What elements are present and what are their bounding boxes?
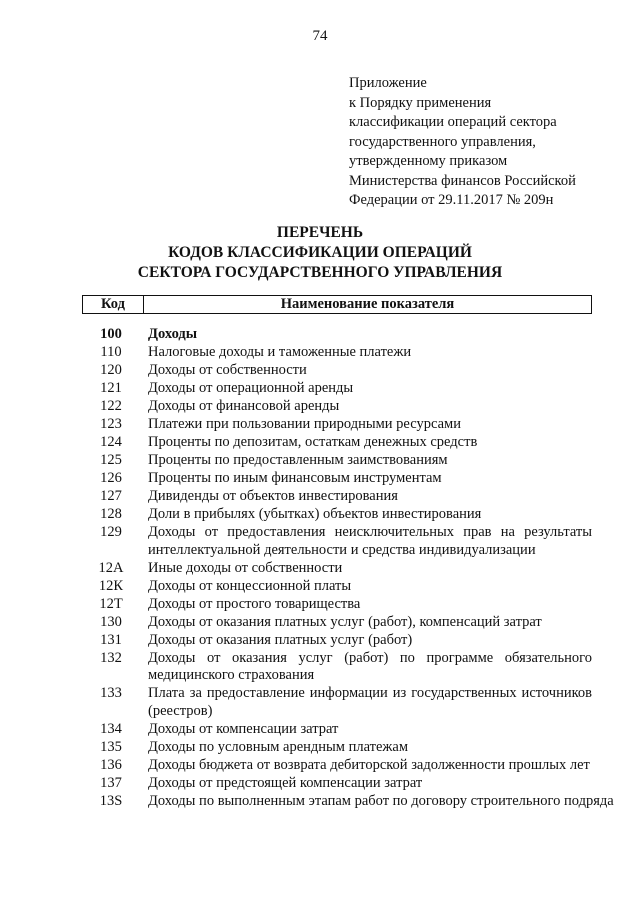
row-code: 131 [100, 631, 122, 648]
row-code: 136 [100, 756, 122, 773]
table-header [82, 295, 592, 314]
table-row [82, 506, 592, 524]
table-row [82, 757, 592, 775]
row-name: Доходы бюджета от возврата дебиторской задолженности прошлых лет [148, 756, 590, 773]
table-row [82, 488, 592, 506]
row-code: 132 [100, 649, 122, 666]
row-name: Доходы от операционной аренды [148, 380, 354, 396]
row-name: Проценты по депозитам, остаткам денежных средств [148, 434, 478, 450]
row-code: 134 [100, 720, 122, 737]
row-name: Платежи при пользовании природными ресурсами [148, 416, 461, 432]
row-name: Доходы от оказания платных услуг (работ), компенсаций затрат [148, 613, 542, 630]
table-row [82, 578, 592, 596]
table-row [82, 560, 592, 578]
table-row [82, 326, 592, 344]
table-row [82, 685, 592, 720]
appendix-line: Федерации от 29.11.2017 № 209н [349, 192, 554, 208]
row-name: Налоговые доходы и таможенные платежи [148, 344, 412, 360]
title-line: СЕКТОРА ГОСУДАРСТВЕННОГО УПРАВЛЕНИЯ [137, 264, 503, 281]
row-name: Доли в прибылях (убытках) объектов инвестирования [148, 506, 482, 522]
row-code: 122 [100, 398, 122, 414]
row-name: Доходы от собственности [148, 362, 307, 378]
table-row [82, 650, 592, 685]
appendix-note [349, 74, 576, 211]
page-number: 74 [312, 28, 328, 44]
header-name: Наименование показателя [280, 296, 455, 312]
row-name: Проценты по иным финансовым инструментам [148, 470, 442, 486]
row-code: 12А [98, 559, 124, 576]
table-row [82, 775, 592, 793]
table-row [82, 596, 592, 614]
row-name: Доходы от оказания услуг (работ) по программе обязательного медицинского страхования [148, 649, 592, 683]
row-code: 137 [100, 774, 122, 791]
table-row [82, 632, 592, 650]
row-name: Дивиденды от объектов инвестирования [148, 488, 398, 504]
title-line: ПЕРЕЧЕНЬ [276, 224, 364, 241]
row-name: Проценты по предоставленным заимствованиям [148, 452, 448, 468]
appendix-line: к Порядку применения [349, 94, 492, 111]
table-row [82, 434, 592, 452]
table-row [82, 524, 592, 559]
table-row [82, 452, 592, 470]
row-code: 129 [100, 524, 122, 540]
row-code: 130 [100, 613, 122, 630]
row-name: Доходы от концессионной платы [148, 577, 352, 594]
row-name: Иные доходы от собственности [148, 559, 343, 576]
row-name: Доходы по условным арендным платежам [148, 738, 409, 755]
row-name: Доходы от предстоящей компенсации затрат [148, 774, 423, 791]
row-code: 110 [100, 344, 122, 360]
title-line: КОДОВ КЛАССИФИКАЦИИ ОПЕРАЦИЙ [168, 244, 472, 261]
row-code: 125 [100, 452, 122, 468]
row-name: Доходы [148, 326, 198, 342]
appendix-line: государственного управления, [349, 133, 536, 150]
appendix-line: Приложение [349, 75, 427, 91]
row-name: Плата за предоставление информации из государственных источников (реестров) [148, 685, 592, 719]
header-code: Код [83, 296, 144, 313]
row-code: 13S [99, 792, 123, 809]
table-row [82, 416, 592, 434]
appendix-line: утвержденному приказом [349, 153, 508, 169]
row-name: Доходы от оказания платных услуг (работ) [148, 631, 413, 648]
row-code: 12Т [99, 595, 123, 612]
row-code: 127 [100, 488, 122, 504]
row-code: 123 [100, 416, 122, 432]
row-code: 135 [100, 738, 122, 755]
row-name: Доходы от финансовой аренды [148, 398, 340, 414]
appendix-line: классификации операций сектора [349, 114, 557, 130]
row-code: 124 [100, 434, 122, 450]
table-row [82, 398, 592, 416]
row-code: 128 [100, 506, 122, 522]
table-row [82, 380, 592, 398]
document-title [0, 223, 640, 283]
table-row [82, 470, 592, 488]
row-name: Доходы по выполненным этапам работ по договору строительного подряда [148, 792, 614, 809]
row-code: 133 [100, 685, 122, 701]
row-code: 126 [100, 470, 122, 486]
row-name: Доходы от компенсации затрат [148, 720, 339, 737]
row-code: 100 [100, 326, 122, 342]
table-row [82, 739, 592, 757]
table-row [82, 344, 592, 362]
codes-table-body [82, 326, 614, 811]
table-row [82, 362, 592, 380]
row-code: 12К [98, 577, 124, 594]
row-name: Доходы от предоставления неисключительных прав на результаты интеллектуальной деятельности и средства индивидуализации [148, 524, 592, 558]
appendix-line: Министерства финансов Российской [349, 172, 576, 189]
row-code: 120 [100, 362, 122, 378]
table-row [82, 614, 592, 632]
row-code: 121 [100, 380, 122, 396]
table-row [82, 721, 592, 739]
table-row [82, 792, 614, 811]
row-name: Доходы от простого товарищества [148, 595, 361, 612]
